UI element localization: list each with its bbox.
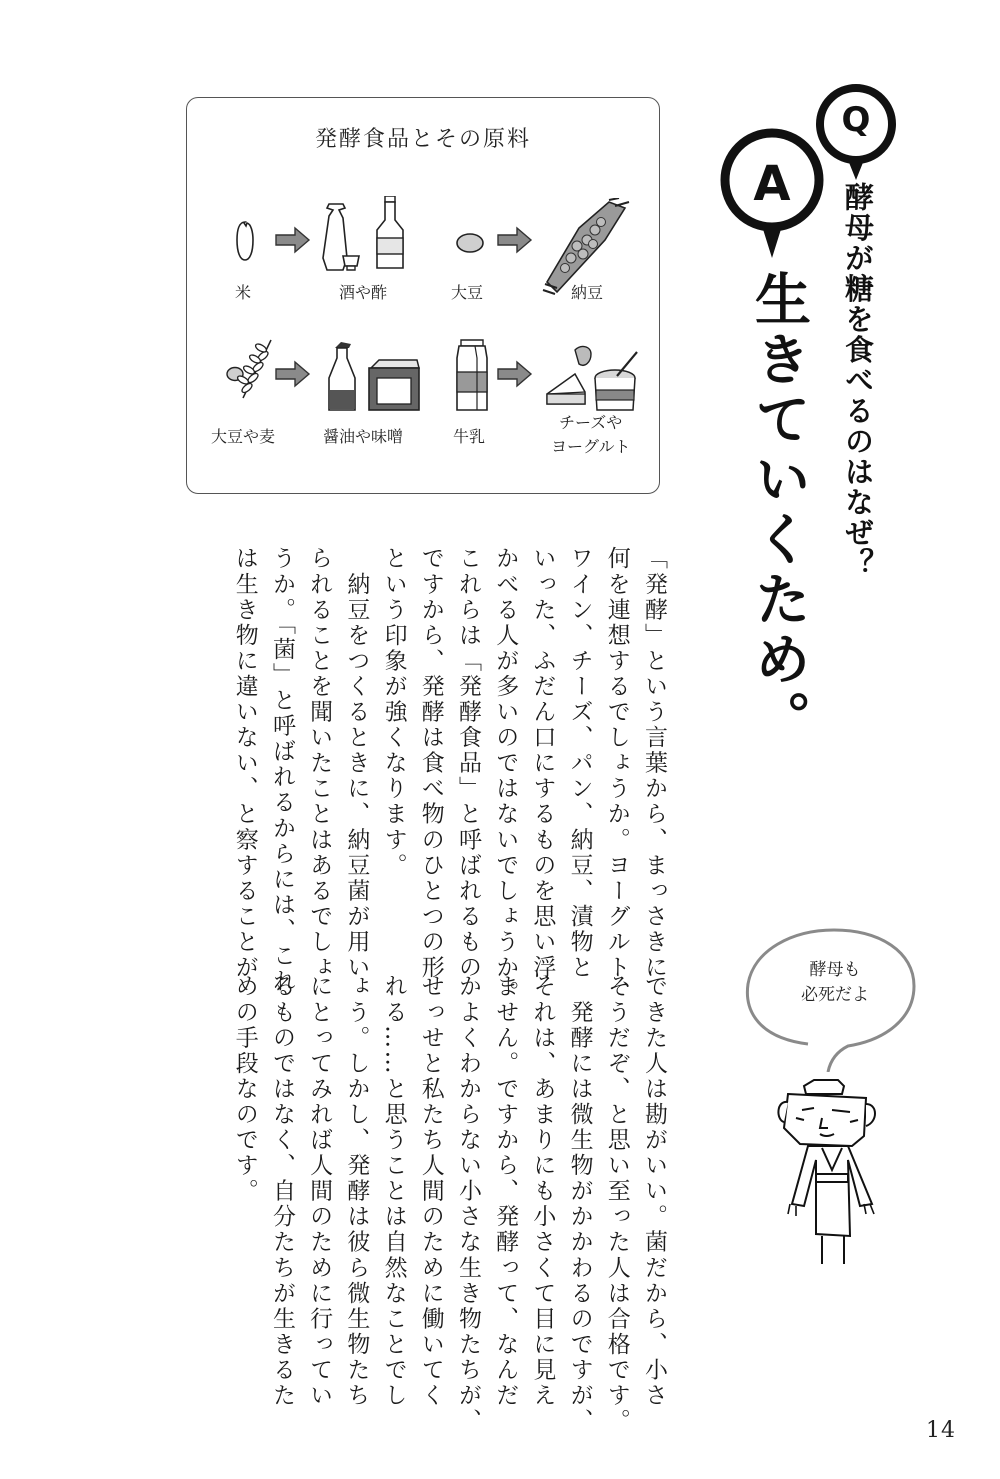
body-line: うか。「菌」と呼ばれるからには、これ bbox=[268, 546, 295, 995]
body-text-top bbox=[182, 546, 672, 1006]
body-text-bottom bbox=[182, 974, 672, 1434]
figure-label-rice: 米 bbox=[235, 283, 252, 302]
figure-title: 発酵食品とその原料 bbox=[314, 127, 531, 152]
body-line: られることを聞いたことはあるでしょ bbox=[306, 546, 333, 981]
arrow-right-icon bbox=[497, 226, 533, 254]
page-number: 14 bbox=[926, 1418, 956, 1443]
figure-label-soybean-wheat: 大豆や麦 bbox=[211, 427, 276, 446]
question-heading: 酵母が糖を食べるのはなぜ？ bbox=[841, 182, 875, 579]
body-line: 「発酵」という言葉から、まっさきに bbox=[641, 546, 667, 981]
body-line: できた人は勘がいい。菌だから、小さ bbox=[641, 974, 667, 1409]
toji-brewer-character-icon bbox=[770, 1064, 880, 1264]
body-line: めの手段なのです。 bbox=[231, 974, 258, 1204]
figure-label-soy-miso: 醤油や味噌 bbox=[323, 427, 404, 446]
body-line: 発酵には微生物がかかわるのですが、 bbox=[566, 974, 593, 1434]
arrow-right-icon bbox=[497, 360, 533, 388]
body-line: ょう。しかし、発酵は彼ら微生物たち bbox=[343, 974, 370, 1409]
speech-line-1: 酵母も bbox=[809, 960, 861, 980]
speech-line-2: 必死だよ bbox=[801, 985, 869, 1005]
fermented-foods-figure bbox=[186, 97, 660, 494]
body-line: 納豆をつくるときに、納豆菌が用い bbox=[343, 546, 370, 981]
body-line: かよくわからない小さな生き物たちが、 bbox=[454, 974, 481, 1434]
body-line: ワイン、チーズ、パン、納豆、漬物と bbox=[566, 546, 593, 981]
body-line: これらは「発酵食品」と呼ばれるもの bbox=[454, 546, 481, 981]
body-line: かべる人が多いのではないでしょうか。 bbox=[492, 546, 519, 1006]
body-line: せっせと私たち人間のために働いてく bbox=[417, 974, 444, 1409]
body-line: にとってみれば人間のために行ってい bbox=[306, 974, 333, 1409]
sake-and-vinegar-bottle-icon bbox=[321, 196, 417, 272]
figure-label-cheese-line1: チーズや bbox=[559, 413, 623, 432]
soybean-and-wheat-icon bbox=[223, 334, 279, 402]
cheese-and-yogurt-icon bbox=[545, 342, 645, 414]
soy-sauce-and-miso-icon bbox=[327, 342, 423, 412]
body-line: それは、あまりにも小さくて目に見え bbox=[529, 974, 556, 1409]
question-badge-letter: Q bbox=[841, 100, 871, 140]
speech-bubble-text bbox=[780, 958, 890, 1008]
arrow-right-icon bbox=[275, 360, 311, 388]
rice-grain-icon bbox=[235, 220, 255, 262]
figure-label-cheese-line2: ヨーグルト bbox=[551, 437, 631, 456]
answer-heading: 生きていくため。 bbox=[746, 270, 811, 750]
body-line: 何を連想するでしょうか。ヨーグルト、 bbox=[603, 546, 630, 1006]
soybean-icon bbox=[455, 232, 485, 254]
figure-label-natto: 納豆 bbox=[571, 283, 604, 302]
arrow-right-icon bbox=[275, 226, 311, 254]
body-line: は生き物に違いない、と察することが bbox=[231, 546, 258, 981]
body-line: るものではなく、自分たちが生きるた bbox=[268, 974, 295, 1409]
figure-label-sake-vinegar: 酒や酢 bbox=[339, 283, 388, 302]
body-line: という印象が強くなります。 bbox=[380, 546, 407, 879]
figure-label-soybean: 大豆 bbox=[451, 283, 484, 302]
body-line: ません。ですから、発酵って、なんだ bbox=[492, 974, 519, 1409]
answer-badge-letter: A bbox=[753, 156, 791, 212]
figure-label-milk: 牛乳 bbox=[453, 427, 486, 446]
body-line: そうだぞ、と思い至った人は合格です。 bbox=[603, 974, 630, 1434]
body-line: れる……と思うことは自然なことでし bbox=[380, 974, 407, 1409]
milk-carton-icon bbox=[455, 338, 489, 412]
body-line: いった、ふだん口にするものを思い浮 bbox=[529, 546, 556, 981]
body-line: ですから、発酵は食べ物のひとつの形 bbox=[417, 546, 444, 981]
